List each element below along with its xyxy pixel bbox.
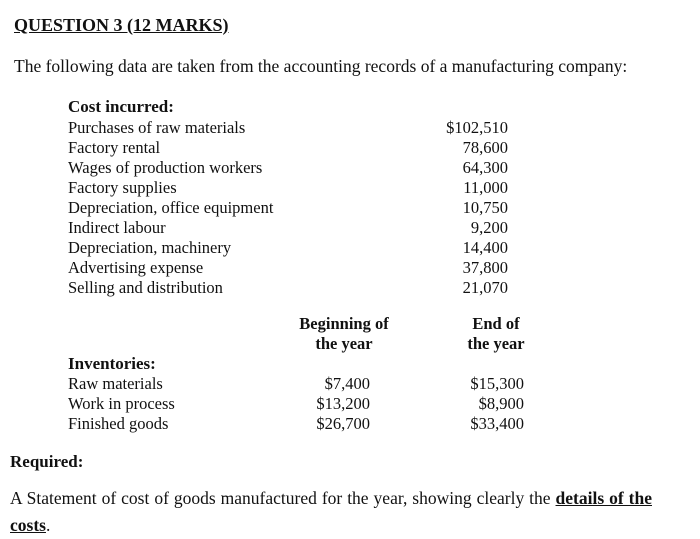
table-row	[68, 414, 528, 434]
inventories-heading: Inventories:	[68, 354, 156, 373]
inventory-end: $8,900	[478, 394, 524, 413]
column-header-beginning	[284, 314, 404, 354]
table-row	[68, 258, 508, 278]
table-row	[68, 374, 528, 394]
table-row	[68, 278, 508, 298]
cost-value: 14,400	[462, 238, 508, 257]
table-row	[68, 178, 508, 198]
cost-value: 21,070	[462, 278, 508, 297]
cost-label: Depreciation, machinery	[68, 238, 232, 257]
cost-label: Factory supplies	[68, 178, 177, 197]
inventory-end: $33,400	[470, 414, 524, 433]
inventory-label: Raw materials	[68, 374, 163, 393]
inventory-beginning: $26,700	[316, 414, 370, 433]
cost-value: 11,000	[463, 178, 508, 197]
table-row	[68, 238, 508, 258]
table-row	[68, 158, 508, 178]
cost-value: 37,800	[462, 258, 508, 277]
cost-label: Wages of production workers	[68, 158, 263, 177]
inventory-label: Work in process	[68, 394, 175, 413]
column-header-line: the year	[467, 334, 525, 353]
table-row	[68, 138, 508, 158]
required-text	[10, 485, 652, 539]
intro-text: The following data are taken from the accounting records of a manufacturing company:	[14, 56, 628, 76]
cost-label: Selling and distribution	[68, 278, 223, 297]
cost-label: Factory rental	[68, 138, 161, 157]
required-text-end: .	[45, 515, 51, 535]
costs-table	[68, 118, 508, 298]
column-header-line: Beginning of	[299, 314, 389, 333]
table-row	[68, 118, 508, 138]
inventory-beginning: $13,200	[316, 394, 370, 413]
column-header-line: End of	[472, 314, 520, 333]
cost-value: $102,510	[446, 118, 508, 137]
cost-label: Advertising expense	[68, 258, 204, 277]
cost-value: 10,750	[462, 198, 508, 217]
column-header-end	[446, 314, 546, 354]
cost-value: 9,200	[470, 218, 508, 237]
inventory-beginning: $7,400	[324, 374, 370, 393]
cost-value: 64,300	[462, 158, 508, 177]
cost-value: 78,600	[462, 138, 508, 157]
table-row	[68, 394, 528, 414]
inventory-end: $15,300	[470, 374, 524, 393]
column-header-line: the year	[315, 334, 373, 353]
inventory-label: Finished goods	[68, 414, 169, 433]
table-row	[68, 198, 508, 218]
cost-label: Indirect labour	[68, 218, 166, 237]
question-title: QUESTION 3 (12 MARKS)	[14, 15, 229, 35]
required-text-emphasis: details of the costs	[10, 488, 652, 535]
required-heading: Required:	[10, 452, 84, 471]
cost-label: Purchases of raw materials	[68, 118, 246, 137]
table-row	[68, 218, 508, 238]
inventories-table	[68, 374, 528, 434]
cost-label: Depreciation, office equipment	[68, 198, 274, 217]
required-text-main: A Statement of cost of goods manufactured for the year, showing clearly the	[10, 488, 556, 508]
costs-heading: Cost incurred:	[68, 97, 174, 116]
